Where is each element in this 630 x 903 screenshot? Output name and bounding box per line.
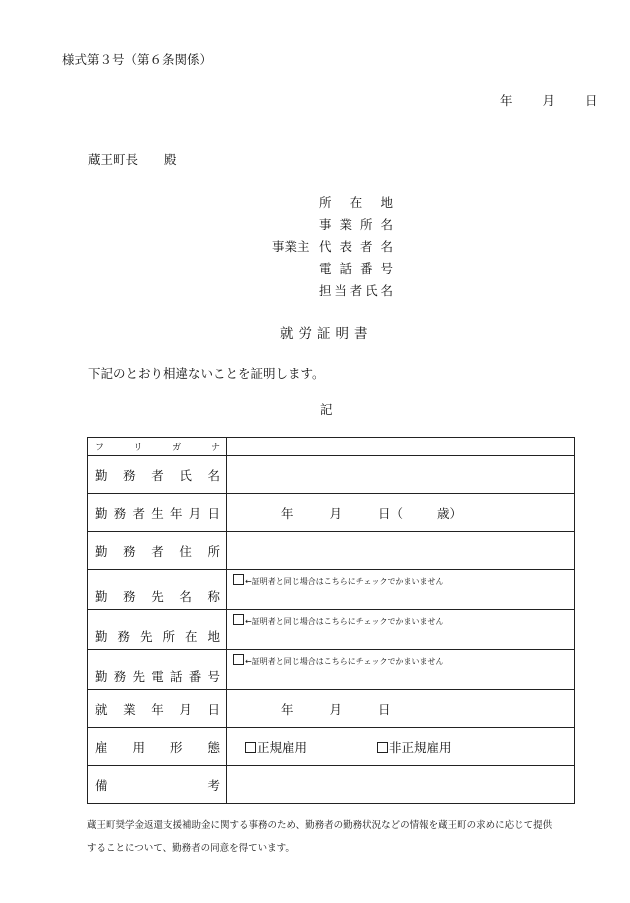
employer-contact-label: 担当者氏名	[319, 283, 393, 298]
dob-month: 月	[329, 505, 342, 521]
worker-name-label: 勤務者氏名	[88, 456, 227, 494]
table-row	[88, 494, 575, 532]
employer-label: 事業主	[272, 239, 310, 254]
table-row	[88, 766, 575, 804]
dob-year: 年	[281, 505, 294, 521]
same-as-certifier-note: ←証明者と同じ場合はこちらにチェックでかまいません	[233, 654, 443, 667]
workplace-name-field[interactable]	[227, 570, 575, 610]
certification-statement: 下記のとおり相違ないことを証明します。	[88, 366, 325, 381]
employment-day: 日	[377, 701, 391, 717]
employment-date-label: 就業年月日	[88, 690, 227, 728]
workplace-name-label: 勤務先名称	[88, 570, 227, 610]
table-row	[88, 690, 575, 728]
same-as-certifier-note: ←証明者と同じ場合はこちらにチェックでかまいません	[233, 614, 443, 627]
employer-representative-label: 代表者名	[319, 239, 393, 254]
document-title: 就労証明書	[280, 326, 373, 342]
addressee-honorific: 殿	[164, 152, 177, 167]
employment-type-field	[227, 728, 575, 766]
table-row	[88, 650, 575, 690]
date-day-label: 日	[584, 93, 598, 108]
worker-dob-field[interactable]	[227, 494, 575, 532]
same-as-certifier-checkbox[interactable]	[233, 654, 244, 665]
workplace-phone-field[interactable]	[227, 650, 575, 690]
remarks-label: 備考	[88, 766, 227, 804]
ki-heading: 記	[320, 402, 333, 417]
employer-phone-label: 電話番号	[319, 261, 393, 276]
date-month-label: 月	[542, 93, 555, 108]
employment-type-label: 雇用形態	[88, 728, 227, 766]
worker-address-field[interactable]	[227, 532, 575, 570]
non-regular-employment-option[interactable]: 非正規雇用	[377, 738, 452, 756]
regular-employment-option[interactable]: 正規雇用	[245, 738, 307, 756]
worker-dob-label: 勤務者生年月日	[88, 494, 227, 532]
employment-date-field[interactable]	[227, 690, 575, 728]
same-as-certifier-checkbox[interactable]	[233, 614, 244, 625]
dob-day: 日（	[377, 505, 403, 521]
employer-address-label: 所在地	[319, 195, 393, 210]
non-regular-employment-checkbox[interactable]	[377, 742, 388, 753]
worker-name-field[interactable]	[227, 456, 575, 494]
form-number: 様式第３号（第６条関係）	[62, 52, 213, 67]
table-row	[88, 532, 575, 570]
workplace-address-field[interactable]	[227, 610, 575, 650]
worker-address-label: 勤務者住所	[88, 532, 227, 570]
consent-line-1: 蔵王町奨学金返還支援補助金に関する事務のため、勤務者の勤務状況などの情報を蔵王町の求めに応じて提供	[87, 820, 553, 831]
remarks-field[interactable]	[227, 766, 575, 804]
employment-month: 月	[329, 701, 342, 717]
table-row	[88, 438, 575, 456]
table-row	[88, 456, 575, 494]
table-row	[88, 728, 575, 766]
regular-employment-checkbox[interactable]	[245, 742, 256, 753]
issue-date	[500, 91, 597, 109]
employer-office-name-label: 事業所名	[319, 217, 393, 232]
certificate-table	[87, 437, 575, 804]
table-row	[88, 610, 575, 650]
consent-line-2: することについて、勤務者の同意を得ています。	[87, 843, 295, 854]
same-as-certifier-checkbox[interactable]	[233, 574, 244, 585]
addressee	[88, 150, 177, 168]
employment-year: 年	[281, 701, 294, 717]
dob-age: 歳）	[436, 505, 462, 521]
same-as-certifier-note: ←証明者と同じ場合はこちらにチェックでかまいません	[233, 574, 443, 587]
table-row	[88, 570, 575, 610]
furigana-field[interactable]	[227, 438, 575, 456]
workplace-phone-label: 勤務先電話番号	[88, 650, 227, 690]
addressee-name: 蔵王町長	[88, 152, 139, 167]
workplace-address-label: 勤務先所在地	[88, 610, 227, 650]
date-year-label: 年	[500, 93, 513, 108]
furigana-label: フリガナ	[88, 438, 227, 456]
